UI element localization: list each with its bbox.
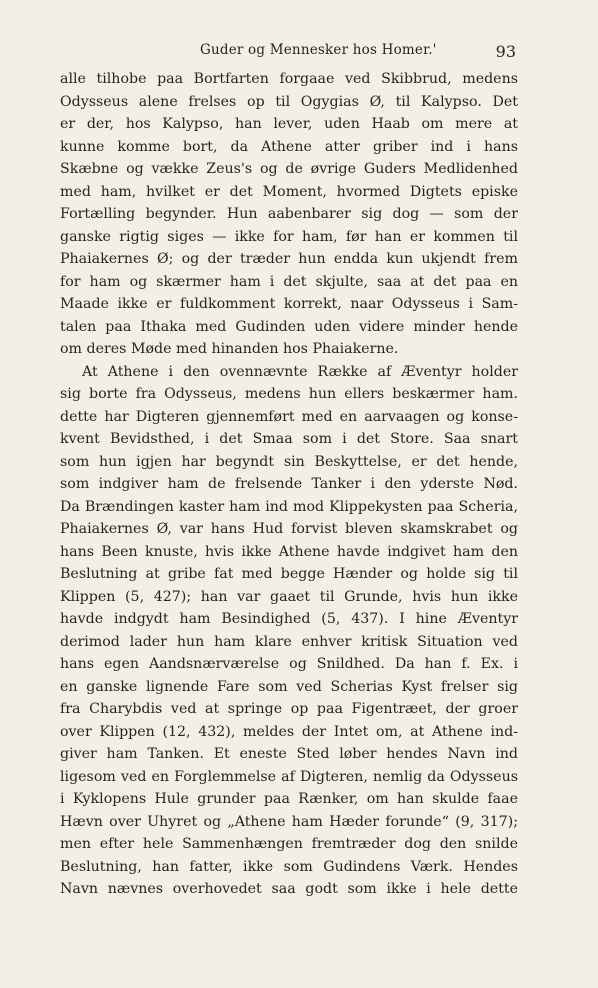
text-line: Phaiakernes Ø; og der træder hun endda kun ukjendt frem (60, 251, 518, 267)
text-line: ganske rigtig siges — ikke for ham, før han er kommen til (60, 228, 518, 245)
body-text (60, 68, 518, 901)
running-head: Guder og Mennesker hos Homer.' (200, 42, 437, 58)
text-line: Beslutning, han fatter, ikke som Gudindens Værk. Hendes (60, 858, 518, 875)
text-line: Da Brændingen kaster ham ind mod Klippekysten paa Scheria, (60, 498, 518, 515)
page-number: 93 (495, 42, 516, 61)
text-line: en ganske lignende Fare som ved Scherias Kyst frelser sig (60, 678, 518, 695)
text-line: er der, hos Kalypso, han lever, uden Haab om mere at (60, 116, 518, 132)
text-line: alle tilhobe paa Bortfarten forgaae ved Skibbrud, medens (60, 71, 518, 87)
text-line: men efter hele Sammenhængen fremtræder dog den snilde (60, 836, 518, 852)
text-line: Navn nævnes overhovedet saa godt som ikke i hele dette (60, 881, 518, 897)
paragraph-last-line: om deres Møde med hinanden hos Phaiakerne. (60, 341, 399, 357)
text-line: med ham, hvilket er det Moment, hvormed Digtets episke (60, 183, 518, 200)
text-line: Skæbne og vække Zeus's og de øvrige Guders Medlidenhed (60, 161, 518, 177)
text-line: kunne komme bort, da Athene atter griber ind i hans (60, 138, 518, 155)
text-line: Fortælling begynder. Hun aabenbarer sig dog — som der (60, 206, 518, 222)
text-line: Phaiakernes Ø, var hans Hud forvist bleven skamskrabet og (60, 521, 518, 537)
text-line: Beslutning at gribe fat med begge Hænder og holde sig til (60, 566, 518, 582)
text-line: hans egen Aandsnærværelse og Snildhed. Da han f. Ex. i (60, 656, 518, 672)
text-line: Klippen (5, 427); han var gaaet til Grunde, hvis hun ikke (60, 588, 518, 605)
text-line: hans Been knuste, hvis ikke Athene havde indgivet ham den (60, 543, 518, 560)
text-line: som hun igjen har begyndt sin Beskyttelse, er det hende, (60, 453, 518, 470)
text-line: derimod lader hun ham klare enhver kritisk Situation ved (60, 633, 518, 650)
text-line: i Kyklopens Hule grunder paa Rænker, om han skulde faae (60, 791, 518, 807)
text-line: ligesom ved en Forglemmelse af Digteren, nemlig da Odysseus (60, 768, 518, 785)
text-line: dette har Digteren gjennemført med en aarvaagen og konse- (60, 408, 518, 425)
text-line: for ham og skærmer ham i det skjulte, saa at det paa en (60, 273, 518, 290)
text-line: Maade ikke er fuldkomment korrekt, naar Odysseus i Sam- (60, 296, 518, 312)
paragraph-first-line: At Athene i den ovennævnte Række af Æventyr holder (82, 363, 518, 380)
page-header (60, 38, 516, 66)
text-line: over Klippen (12, 432), meldes der Intet om, at Athene ind- (60, 723, 518, 740)
text-line: havde indgydt ham Besindighed (5, 437). I hine Æventyr (60, 611, 518, 627)
text-line: fra Charybdis ved at springe op paa Figentræet, der groer (60, 701, 518, 717)
text-line: Odysseus alene frelses op til Ogygias Ø, til Kalypso. Det (60, 93, 518, 110)
text-line: kvent Bevidsthed, i det Smaa som i det Store. Saa snart (60, 431, 518, 447)
text-line: talen paa Ithaka med Gudinden uden videre minder hende (60, 318, 518, 335)
text-line: giver ham Tanken. Et eneste Sted løber hendes Navn ind (60, 746, 518, 762)
text-line: sig borte fra Odysseus, medens hun ellers beskærmer ham. (60, 386, 518, 402)
text-line: Hævn over Uhyret og „Athene ham Hæder forunde“ (9, 317); (60, 813, 518, 830)
text-line: som indgiver ham de frelsende Tanker i den yderste Nød. (60, 476, 518, 492)
